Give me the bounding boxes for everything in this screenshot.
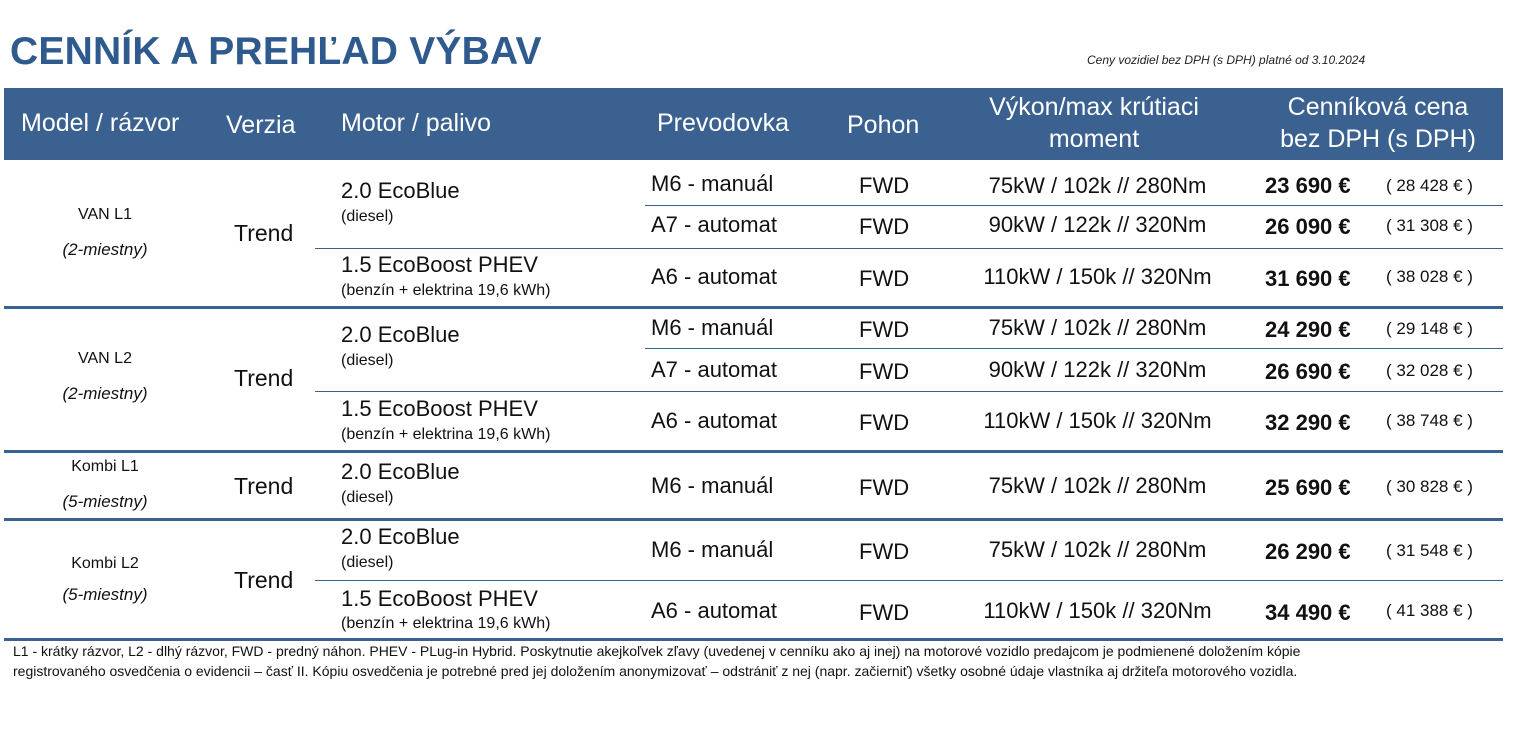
gearbox: M6 - manuál: [651, 171, 774, 196]
drive: FWD: [859, 475, 910, 500]
drive: FWD: [859, 214, 910, 239]
power: 75kW / 102k // 280Nm: [988, 473, 1207, 498]
header-power-line2: moment: [1048, 125, 1140, 153]
gearbox: M6 - manuál: [651, 315, 774, 340]
engine-fuel: (diesel): [341, 352, 394, 369]
version: Trend: [234, 567, 294, 593]
price: 32 290 €: [1265, 410, 1351, 435]
header-price-line1: Cenníková cena: [1287, 93, 1469, 121]
price-vat: ( 31 308 € ): [1386, 216, 1473, 235]
model-seats: (5-miestny): [62, 492, 148, 511]
price: 26 090 €: [1265, 214, 1351, 239]
power: 75kW / 102k // 280Nm: [988, 173, 1207, 198]
validity-note: Ceny vozidiel bez DPH (s DPH) platné od 3.10.2024: [1087, 53, 1366, 67]
engine-fuel: (diesel): [341, 489, 394, 506]
price-vat: ( 38 748 € ): [1386, 411, 1473, 430]
engine-fuel: (benzín + elektrina 19,6 kWh): [341, 282, 551, 299]
engine-name: 2.0 EcoBlue: [341, 322, 460, 347]
model-seats: (2-miestny): [62, 240, 148, 259]
footnote-line: registrovaného osvedčenia o evidencii – časť II. Kópiu osvedčenia je potrebné pred jej doložením anonymizovať – odstrániť z nej (napr. začierniť) všetky osobné údaje vlastníka aj držiteľa motorového vozidla.: [13, 663, 1298, 679]
price: 26 690 €: [1265, 359, 1351, 384]
version: Trend: [234, 473, 294, 499]
power: 110kW / 150k // 320Nm: [983, 264, 1212, 289]
price-vat: ( 31 548 € ): [1386, 541, 1473, 560]
price: 24 290 €: [1265, 317, 1351, 342]
gearbox: A6 - automat: [651, 264, 777, 289]
power: 90kW / 122k // 320Nm: [988, 212, 1207, 237]
price-vat: ( 29 148 € ): [1386, 319, 1473, 338]
engine-name: 1.5 EcoBoost PHEV: [341, 252, 538, 277]
drive: FWD: [859, 317, 910, 342]
gearbox: A6 - automat: [651, 598, 777, 623]
header-model: Model / rázvor: [21, 109, 180, 137]
row-divider: [645, 205, 1503, 206]
version: Trend: [234, 365, 294, 391]
gearbox: A6 - automat: [651, 408, 777, 433]
price-vat: ( 28 428 € ): [1386, 176, 1473, 195]
drive: FWD: [859, 600, 910, 625]
model-name: Kombi L2: [71, 555, 139, 572]
gearbox: M6 - manuál: [651, 537, 774, 562]
price-vat: ( 38 028 € ): [1386, 267, 1473, 286]
header-price-line2: bez DPH (s DPH): [1280, 125, 1476, 153]
power: 75kW / 102k // 280Nm: [988, 537, 1207, 562]
power: 90kW / 122k // 320Nm: [988, 357, 1207, 382]
power: 110kW / 150k // 320Nm: [983, 408, 1212, 433]
price-vat: ( 41 388 € ): [1386, 601, 1473, 620]
engine-fuel: (benzín + elektrina 19,6 kWh): [341, 426, 551, 443]
group-divider: [4, 450, 1503, 453]
engine-name: 2.0 EcoBlue: [341, 178, 460, 203]
price: 26 290 €: [1265, 539, 1351, 564]
header-motor: Motor / palivo: [341, 109, 492, 137]
engine-fuel: (diesel): [341, 554, 394, 571]
page-title: CENNÍK A PREHĽAD VÝBAV: [10, 30, 542, 73]
header-gearbox: Prevodovka: [657, 109, 790, 137]
row-divider: [315, 391, 1503, 392]
model-seats: (5-miestny): [62, 585, 148, 604]
price: 31 690 €: [1265, 266, 1351, 291]
row-divider: [315, 248, 1503, 249]
gearbox: A7 - automat: [651, 357, 777, 382]
power: 110kW / 150k // 320Nm: [983, 598, 1212, 623]
drive: FWD: [859, 173, 910, 198]
version: Trend: [234, 220, 294, 246]
engine-name: 2.0 EcoBlue: [341, 459, 460, 484]
drive: FWD: [859, 410, 910, 435]
engine-name: 1.5 EcoBoost PHEV: [341, 396, 538, 421]
footnote-line: L1 - krátky rázvor, L2 - dlhý rázvor, FWD - predný náhon. PHEV - PLug-in Hybrid. Poskytnutie akejkoľvek zľavy (uvedenej v cenníku ako aj inej) na motorové vozidlo predajcom je podmienené doložením kópie: [13, 643, 1301, 659]
gearbox: M6 - manuál: [651, 473, 774, 498]
price-vat: ( 30 828 € ): [1386, 477, 1473, 496]
row-divider: [645, 348, 1503, 349]
price: 34 490 €: [1265, 600, 1351, 625]
price: 23 690 €: [1265, 173, 1351, 198]
drive: FWD: [859, 359, 910, 384]
power: 75kW / 102k // 280Nm: [988, 315, 1207, 340]
engine-name: 1.5 EcoBoost PHEV: [341, 586, 538, 611]
drive: FWD: [859, 266, 910, 291]
price-vat: ( 32 028 € ): [1386, 361, 1473, 380]
row-divider: [315, 580, 1503, 581]
group-divider: [4, 306, 1503, 309]
drive: FWD: [859, 539, 910, 564]
table-header: [4, 88, 1503, 160]
header-version: Verzia: [226, 111, 296, 139]
engine-fuel: (benzín + elektrina 19,6 kWh): [341, 615, 551, 632]
price: 25 690 €: [1265, 475, 1351, 500]
header-power-line1: Výkon/max krútiaci: [989, 93, 1199, 121]
model-seats: (2-miestny): [62, 384, 148, 403]
model-name: Kombi L1: [71, 458, 139, 475]
engine-fuel: (diesel): [341, 208, 394, 225]
footnote: [13, 641, 1503, 681]
group-divider: [4, 518, 1503, 521]
gearbox: A7 - automat: [651, 212, 777, 237]
model-name: VAN L1: [78, 206, 132, 223]
engine-name: 2.0 EcoBlue: [341, 524, 460, 549]
model-name: VAN L2: [78, 350, 132, 367]
header-drive: Pohon: [847, 111, 920, 139]
